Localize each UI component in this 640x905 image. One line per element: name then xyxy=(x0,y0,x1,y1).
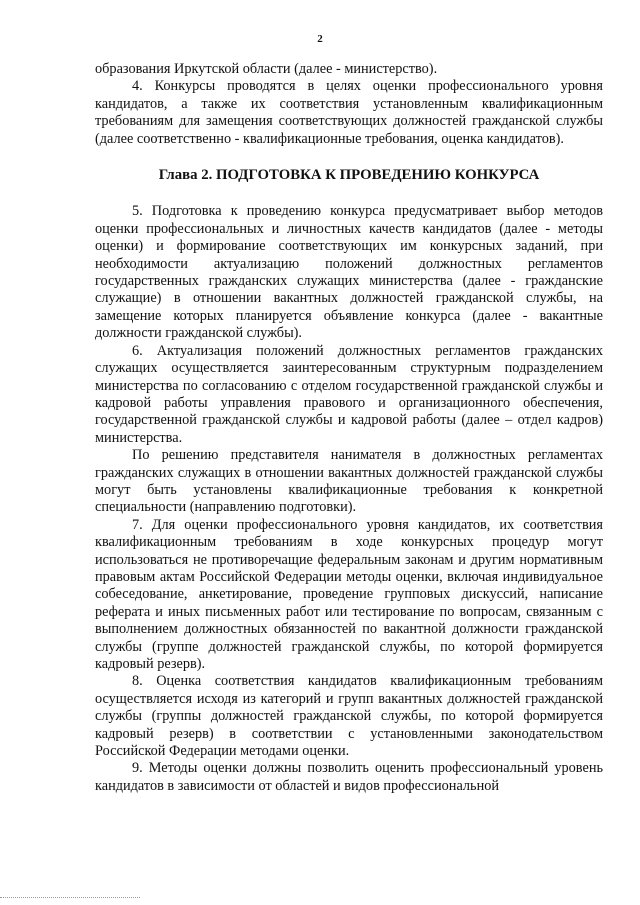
document-body xyxy=(95,61,603,795)
paragraph-9: 9. Методы оценки должны позволить оценить профессиональный уровень кандидатов в зависимости от областей и видов профессиональной xyxy=(95,760,603,794)
paragraph-5: 5. Подготовка к проведению конкурса предусматривает выбор методов оценки профессиональных и личностных качеств кандидатов (далее - методы оценки) и формирование соответствующих им конкурсных заданий, при необходимости актуализацию положений должностных регламентов государственных гражданских служащих министерства (далее - гражданские служащие) в отношении вакантных должностей гражданской службы, на замещение которых планируется объявление конкурса (далее - вакантные должности гражданской службы). xyxy=(95,203,603,342)
paragraph-6: 6. Актуализация положений должностных регламентов гражданских служащих осуществляется заинтересованным структурным подразделением министерства по согласованию с отделом государственной гражданской службы и кадровой работы управления правового и организационного обеспечения, государственной гражданской службы и кадровой работы (далее – отдел кадров) министерства. xyxy=(95,342,603,446)
paragraph-representative-decision: По решению представителя нанимателя в должностных регламентах гражданских служащих в отношении вакантных должностей гражданской службы могут быть установлены квалификационные требования к конкретной специальности (направлению подготовки). xyxy=(95,447,603,516)
paragraph-4: 4. Конкурсы проводятся в целях оценки профессионального уровня кандидатов, а также их соответствия установленным квалификационным требованиям для замещения соответствующих должностей гражданской службы (далее соответственно - квалификационные требования, оценка кандидатов). xyxy=(95,78,603,147)
paragraph-8: 8. Оценка соответствия кандидатов квалификационным требованиям осуществляется исходя из категорий и групп вакантных должностей гражданской службы (группы должностей гражданской службы, по которой формируется кадровый резерв) в соответствии с установленными законодательством Российской Федерации методами оценки. xyxy=(95,673,603,760)
paragraph-continuation: образования Иркутской области (далее - министерство). xyxy=(95,61,438,77)
page-number: 2 xyxy=(317,33,323,45)
chapter-heading: Глава 2. ПОДГОТОВКА К ПРОВЕДЕНИЮ КОНКУРСА xyxy=(158,167,540,184)
footer-divider xyxy=(0,897,140,899)
paragraph-7: 7. Для оценки профессионального уровня кандидатов, их соответствия квалификационным требованиям в ходе конкурсных процедур могут использоваться не противоречащие федеральным законам и другим нормативным правовым актам Российской Федерации методы оценки, включая индивидуальное собеседование, анкетирование, проведение групповых дискуссий, написание реферата и иных письменных работ или тестирование по вопросам, связанным с выполнением должностных обязанностей по вакантной должности гражданской службы (группе должностей гражданской службы, по которой формируется кадровый резерв). xyxy=(95,516,603,672)
